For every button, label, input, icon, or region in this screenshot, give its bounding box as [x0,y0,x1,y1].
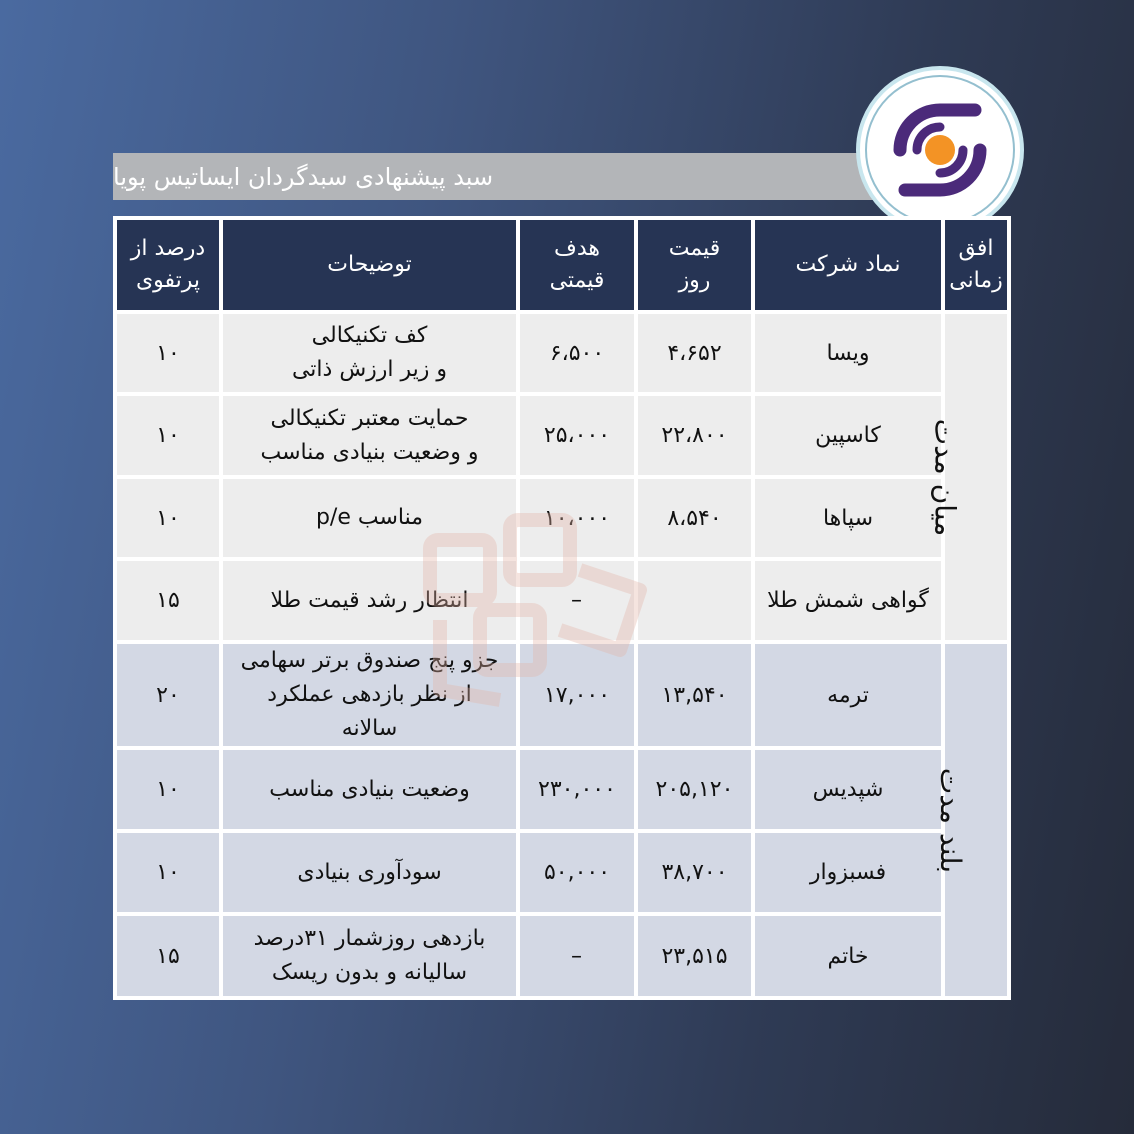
symbol-cell: ویسا [753,312,943,394]
desc-cell: p/e مناسب [221,477,518,559]
symbol-cell: سپاها [753,477,943,559]
price-cell: ۲۰۵,۱۲۰ [636,748,753,831]
table-row [115,477,1009,559]
header-desc: توضیحات [221,218,518,312]
header-target: هدف قیمتی [518,218,636,312]
desc-cell: وضعیت بنیادی مناسب [221,748,518,831]
target-cell: ۱۰،۰۰۰ [518,477,636,559]
desc-cell: کف تکنیکالی و زیر ارزش ذاتی [221,312,518,394]
price-cell [636,559,753,642]
percent-cell: ۱۵ [115,914,221,998]
table-row [115,642,1009,748]
header-percent: درصد از پرتفوی [115,218,221,312]
symbol-cell: ترمه [753,642,943,748]
symbol-cell: خاتم [753,914,943,998]
horizon-mid [927,312,1009,642]
percent-cell: ۱۰ [115,394,221,477]
header-symbol: نماد شرکت [753,218,943,312]
table-row [115,394,1009,477]
target-cell: – [518,914,636,998]
symbol-cell: کاسپین [753,394,943,477]
brand-logo-icon [855,65,1025,235]
price-cell: ۲۳,۵۱۵ [636,914,753,998]
percent-cell: ۱۰ [115,477,221,559]
header-price: قیمت روز [636,218,753,312]
horizon-long [933,642,1009,998]
price-cell: ۱۳,۵۴۰ [636,642,753,748]
percent-cell: ۲۰ [115,642,221,748]
portfolio-table [113,216,1011,1000]
target-cell: ۵۰,۰۰۰ [518,831,636,914]
desc-cell: انتظار رشد قیمت طلا [221,559,518,642]
target-cell: ۲۳۰,۰۰۰ [518,748,636,831]
title-bar [113,153,890,200]
price-cell: ۲۲،۸۰۰ [636,394,753,477]
desc-cell: بازدهی روزشمار ۳۱درصد سالیانه و بدون ریسک [221,914,518,998]
symbol-cell: فسبزوار [753,831,943,914]
percent-cell: ۱۵ [115,559,221,642]
price-cell: ۸،۵۴۰ [636,477,753,559]
percent-cell: ۱۰ [115,312,221,394]
table-row [115,559,1009,642]
target-cell: ۶،۵۰۰ [518,312,636,394]
table-row [115,914,1009,998]
header-horizon: افق زمانی [943,218,1009,312]
table-header-row [115,218,1009,312]
table-row [115,312,1009,394]
desc-cell: جزو پنج صندوق برتر سهامی از نظر بازدهی عملکرد سالانه [221,642,518,748]
horizon-mid-label: میان مدت [927,418,961,536]
price-cell: ۴،۶۵۲ [636,312,753,394]
price-cell: ۳۸,۷۰۰ [636,831,753,914]
desc-cell: حمایت معتبر تکنیکالی و وضعیت بنیادی مناسب [221,394,518,477]
table-row [115,831,1009,914]
target-cell: – [518,559,636,642]
symbol-cell: شپدیس [753,748,943,831]
percent-cell: ۱۰ [115,748,221,831]
desc-cell: سودآوری بنیادی [221,831,518,914]
symbol-cell: گواهی شمش طلا [753,559,943,642]
percent-cell: ۱۰ [115,831,221,914]
target-cell: ۲۵،۰۰۰ [518,394,636,477]
horizon-long-label: بلند مدت [933,767,967,873]
page-title: سبد پیشنهادی سبدگردان ایساتیس پویا [113,162,494,191]
table-row [115,748,1009,831]
target-cell: ۱۷,۰۰۰ [518,642,636,748]
